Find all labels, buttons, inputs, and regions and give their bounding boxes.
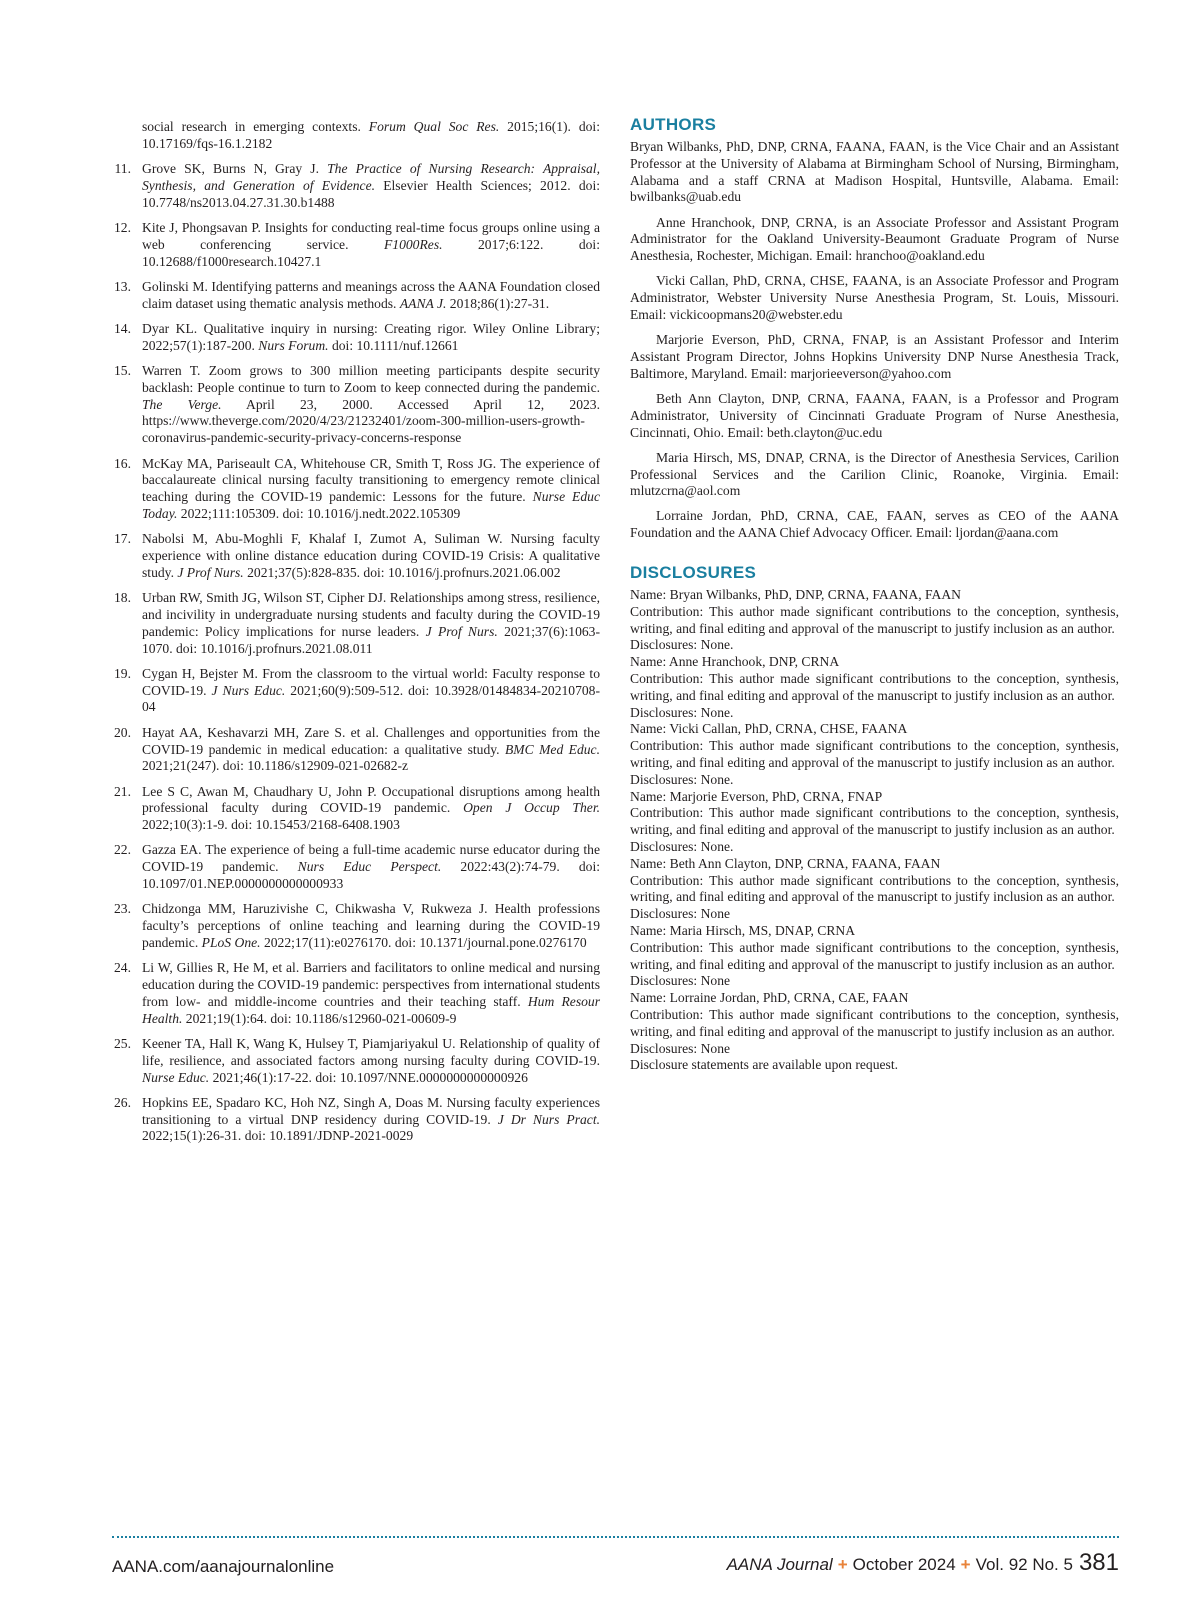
reference-number: 26. — [114, 1094, 131, 1110]
reference-fragment: 2021;37(6):1063-1070. doi: 10.1016/j.profnurs.2021.08.011 — [142, 623, 600, 656]
disclosure-line: Name: Marjorie Everson, PhD, CRNA, FNAP — [630, 788, 883, 804]
reference-item — [112, 1036, 600, 1086]
reference-journal: Nurs Educ Perspect. — [297, 859, 442, 875]
disclosure-line: Contribution: This author made significant contributions to the conception, synthesis, writing, and final editing and approval of the manuscript to justify inclusion as an author. — [630, 872, 1119, 905]
disclosures-lines — [630, 587, 1119, 1074]
reference-journal: J Prof Nurs. — [425, 623, 498, 639]
disclosure-line: Name: Lorraine Jordan, PhD, CRNA, CAE, FAAN — [630, 990, 909, 1006]
reference-number: 19. — [114, 665, 131, 681]
disclosure-line: Contribution: This author made significant contributions to the conception, synthesis, writing, and final editing and approval of the manuscript to justify inclusion as an author. — [630, 939, 1119, 972]
reference-journal: Open J Occup Ther. — [463, 800, 600, 816]
disclosures-section — [630, 562, 1119, 1074]
reference-item — [112, 220, 600, 270]
reference-journal: Nurse Educ Today. — [142, 489, 600, 521]
disclosure-line: Name: Maria Hirsch, MS, DNAP, CRNA — [630, 923, 856, 939]
reference-number: 18. — [114, 590, 131, 606]
reference-item — [112, 901, 600, 951]
footer-divider — [112, 1536, 1119, 1538]
reference-item — [112, 456, 600, 523]
disclosure-line: Name: Vicki Callan, PhD, CRNA, CHSE, FAANA — [630, 721, 908, 737]
reference-fragment: social research in emerging contexts. — [142, 119, 369, 134]
reference-fragment: 2022;17(11):e0276170. doi: 10.1371/journal.pone.0276170 — [260, 934, 587, 950]
reference-journal: AANA J. — [399, 295, 447, 311]
reference-number: 11. — [114, 161, 131, 177]
reference-fragment: Grove SK, Burns N, Gray J. — [142, 161, 328, 177]
disclosure-line: Contribution: This author made significant contributions to the conception, synthesis, writing, and final editing and approval of the manuscript to justify inclusion as an author. — [630, 603, 1119, 636]
page-footer — [112, 1549, 1119, 1579]
reference-fragment: doi: 10.1111/nuf.12661 — [328, 337, 459, 353]
reference-text — [142, 279, 600, 313]
reference-number — [112, 119, 142, 153]
authors-heading: AUTHORS — [630, 115, 717, 134]
disclosure-line: Disclosures: None. — [630, 637, 734, 653]
reference-fragment: Kite J, Phongsavan P. Insights for conducting real-time focus groups online using a web conferencing service. — [142, 219, 600, 252]
reference-text — [142, 321, 600, 355]
footer-journal-name: AANA Journal — [726, 1555, 833, 1574]
reference-fragment: McKay MA, Pariseault CA, Whitehouse CR, Smith T, Ross JG. The experience of baccalaureate clinical nursing faculty transitioning to emergency remote clinical teaching during the COVID-19 pandemic: Lessons for the future. — [142, 455, 600, 505]
reference-text — [142, 220, 600, 270]
disclosure-line: Name: Beth Ann Clayton, DNP, CRNA, FAANA, FAAN — [630, 855, 941, 871]
reference-journal: The Practice of Nursing Research: Appraisal, Synthesis, and Generation of Evidence. — [142, 161, 600, 193]
reference-fragment: Lee S C, Awan M, Chaudhary U, John P. Occupational disruptions among health professional faculty during COVID-19 pandemic. — [142, 783, 600, 816]
author-bio: Bryan Wilbanks, PhD, DNP, CRNA, FAANA, FAAN, is the Vice Chair and an Assistant Professor at the University of Alabama at Birmingham School of Nursing, Birmingham, Alabama and a staff CRNA at Madison Hospital, Huntsville, Alabama. Email: bwilbanks@uab.edu — [630, 139, 1119, 205]
reference-text — [142, 784, 600, 834]
reference-number: 20. — [114, 724, 131, 740]
reference-journal: F1000Res. — [383, 236, 443, 252]
reference-number: 24. — [114, 960, 131, 976]
reference-journal: Forum Qual Soc Res. — [368, 119, 500, 134]
disclosure-line: Disclosures: None — [630, 1040, 731, 1056]
reference-number: 14. — [114, 320, 131, 336]
reference-item — [112, 590, 600, 657]
disclosure-line: Name: Bryan Wilbanks, PhD, DNP, CRNA, FAANA, FAAN — [630, 587, 961, 603]
reference-fragment: 2022;111:105309. doi: 10.1016/j.nedt.2022.105309 — [177, 505, 461, 521]
disclosure-line: Disclosure statements are available upon request. — [630, 1057, 899, 1073]
reference-journal: PLoS One. — [201, 934, 261, 950]
reference-item — [112, 321, 600, 355]
disclosure-line: Disclosures: None. — [630, 704, 734, 720]
reference-text — [142, 1095, 600, 1145]
reference-journal: BMC Med Educ. — [504, 741, 600, 757]
reference-text — [142, 363, 600, 447]
disclosure-line: Contribution: This author made significant contributions to the conception, synthesis, writing, and final editing and approval of the manuscript to justify inclusion as an author. — [630, 805, 1119, 838]
reference-item — [112, 161, 600, 211]
reference-text — [142, 456, 600, 523]
reference-text — [142, 901, 600, 951]
reference-fragment: Hopkins EE, Spadaro KC, Hoh NZ, Singh A, Doas M. Nursing faculty experiences transitioning to a virtual DNP residency during COVID-19. — [142, 1094, 600, 1127]
plus-separator-icon: + — [960, 1555, 971, 1574]
reference-fragment: 2021;37(5):828-835. doi: 10.1016/j.profnurs.2021.06.002 — [243, 564, 561, 580]
reference-fragment: 2021;19(1):64. doi: 10.1186/s12960-021-00609-9 — [182, 1010, 457, 1026]
disclosure-line: Disclosures: None — [630, 973, 731, 989]
reference-fragment: 2021;21(247). doi: 10.1186/s12909-021-02682-z — [142, 758, 409, 774]
footer-date: October 2024 — [852, 1555, 956, 1574]
reference-fragment: Nabolsi M, Abu-Moghli F, Khalaf I, Zumot A, Suliman W. Nursing faculty experience with online distance education during COVID-19 Crisis: A qualitative study. — [142, 531, 600, 580]
reference-text — [142, 960, 600, 1027]
reference-number: 21. — [114, 783, 131, 799]
reference-fragment: Warren T. Zoom grows to 300 million meeting participants despite security backlash: People continue to turn to Zoom to keep connected during the pandemic. — [142, 363, 600, 395]
reference-fragment: Dyar KL. Qualitative inquiry in nursing: Creating rigor. Wiley Online Library; 2022;57(1):187-200. — [142, 320, 600, 353]
reference-item — [112, 531, 600, 581]
right-column — [630, 114, 1119, 1074]
reference-journal: J Nurs Educ. — [211, 682, 286, 698]
reference-text — [142, 531, 600, 581]
reference-item — [112, 725, 600, 775]
reference-fragment: 2015;16(1). doi: 10.17169/fqs-16.1.2182 — [142, 119, 600, 151]
reference-fragment: 2021;46(1):17-22. doi: 10.1097/NNE.0000000000000926 — [209, 1069, 528, 1085]
reference-number: 12. — [114, 219, 131, 235]
disclosure-line: Disclosures: None — [630, 906, 731, 922]
author-bio: Marjorie Everson, PhD, CRNA, FNAP, is an Assistant Professor and Interim Assistant Program Director, Johns Hopkins University DNP Nurse Anesthesia Track, Baltimore, Maryland. Email: marjorieeverson@yahoo.com — [630, 332, 1119, 381]
reference-item — [112, 363, 600, 447]
reference-item — [112, 666, 600, 716]
disclosure-line: Contribution: This author made significant contributions to the conception, synthesis, writing, and final editing and approval of the manuscript to justify inclusion as an author. — [630, 738, 1119, 771]
reference-number: 16. — [114, 455, 131, 471]
reference-item — [112, 1095, 600, 1145]
reference-journal: J Dr Nurs Pract. — [497, 1111, 600, 1127]
reference-fragment: 2022:43(2):74-79. doi: 10.1097/01.NEP.0000000000000933 — [142, 859, 600, 892]
author-bio: Vicki Callan, PhD, CRNA, CHSE, FAANA, is an Associate Professor and Program Administrator, Webster University Nurse Anesthesia Program, St. Louis, Missouri. Email: vickicoopmans20@webster.edu — [630, 273, 1119, 322]
plus-separator-icon: + — [837, 1555, 848, 1574]
reference-number: 25. — [114, 1035, 131, 1051]
disclosure-line: Contribution: This author made significant contributions to the conception, synthesis, writing, and final editing and approval of the manuscript to justify inclusion as an author. — [630, 671, 1119, 703]
footer-volume: Vol. 92 No. 5 — [975, 1555, 1073, 1574]
disclosure-line: Disclosures: None. — [630, 839, 734, 855]
reference-text — [142, 725, 600, 775]
reference-item — [112, 784, 600, 834]
footer-site-link[interactable]: AANA.com/aanajournalonline — [112, 1557, 335, 1576]
reference-number: 15. — [114, 363, 131, 379]
reference-journal: J Prof Nurs. — [177, 564, 244, 580]
author-bio: Maria Hirsch, MS, DNAP, CRNA, is the Director of Anesthesia Services, Carilion Professional Services and the Carilion Clinic, Roanoke, Virginia. Email: mlutzcrna@aol.com — [630, 449, 1119, 499]
reference-fragment: 2018;86(1):27-31. — [446, 295, 550, 311]
reference-text — [142, 666, 600, 716]
reference-number: 13. — [114, 278, 131, 294]
disclosure-line: Name: Anne Hranchook, DNP, CRNA — [630, 654, 840, 670]
reference-item — [112, 119, 600, 153]
reference-text — [142, 1036, 600, 1086]
reference-journal: The Verge. — [142, 396, 222, 412]
reference-fragment: 2017;6:122. doi: 10.12688/f1000research.10427.1 — [142, 236, 600, 269]
reference-text — [142, 119, 600, 153]
reference-text — [142, 590, 600, 657]
reference-item — [112, 960, 600, 1027]
reference-journal: Nurse Educ. — [142, 1069, 210, 1085]
reference-fragment: 2022;10(3):1-9. doi: 10.15453/2168-6408.1903 — [142, 817, 400, 833]
reference-fragment: Cygan H, Bejster M. From the classroom to the virtual world: Faculty response to COVID-19. — [142, 665, 600, 698]
reference-fragment: Chidzonga MM, Haruzivishe C, Chikwasha V, Rukweza J. Health professions faculty’s perceptions of online teaching and learning during the COVID-19 pandemic. — [142, 901, 600, 950]
references-list — [112, 119, 600, 1154]
reference-fragment: Hayat AA, Keshavarzi MH, Zare S. et al. Challenges and opportunities from the COVID-19 pandemic in medical education: a qualitative study. — [142, 724, 600, 757]
author-bio: Lorraine Jordan, PhD, CRNA, CAE, FAAN, serves as CEO of the AANA Foundation and the AANA Chief Advocacy Officer. Email: ljordan@aana.com — [630, 508, 1119, 541]
disclosures-heading: DISCLOSURES — [630, 563, 757, 583]
reference-fragment: 2021;60(9):509-512. doi: 10.3928/01484834-20210708-04 — [142, 682, 601, 715]
reference-fragment: April 23, 2000. Accessed April 12, 2023. https://www.theverge.com/2020/4/23/21232401/zoom-300-million-users-growth-coronavirus-pandemic-security-privacy-concerns-response — [142, 396, 600, 446]
reference-number: 17. — [114, 531, 131, 547]
authors-section — [630, 139, 1119, 542]
reference-number: 23. — [114, 901, 131, 917]
disclosure-line: Contribution: This author made significant contributions to the conception, synthesis, writing, and final editing and approval of the manuscript to justify inclusion as an author. — [630, 1007, 1119, 1039]
reference-fragment: Elsevier Health Sciences; 2012. doi: 10.7748/ns2013.04.27.31.30.b1488 — [142, 177, 600, 210]
disclosure-line: Disclosures: None. — [630, 771, 734, 787]
reference-text — [142, 161, 600, 211]
reference-fragment: Keener TA, Hall K, Wang K, Hulsey T, Piamjariyakul U. Relationship of quality of life, resilience, and associated factors among nursing faculty during COVID-19. — [142, 1035, 600, 1068]
reference-item — [112, 279, 600, 313]
reference-journal: Nurs Forum. — [258, 337, 329, 353]
author-bio: Beth Ann Clayton, DNP, CRNA, FAANA, FAAN, is a Professor and Program Administrator, University of Cincinnati Graduate Program of Nurse Anesthesia, Cincinnati, Ohio. Email: beth.clayton@uc.edu — [630, 390, 1119, 440]
reference-number: 22. — [114, 842, 131, 858]
reference-text — [142, 842, 600, 892]
reference-fragment: Gazza EA. The experience of being a full-time academic nurse educator during the COVID-19 pandemic. — [142, 842, 600, 875]
reference-item — [112, 842, 600, 892]
page-number: 381 — [1078, 1549, 1119, 1576]
reference-fragment: 2022;15(1):26-31. doi: 10.1891/JDNP-2021-0029 — [142, 1128, 414, 1144]
reference-fragment: Li W, Gillies R, He M, et al. Barriers and facilitators to online medical and nursing education during the COVID-19 pandemic: perspectives from international students from low- and middle-income countries and their teaching staff. — [142, 960, 600, 1009]
author-bio: Anne Hranchook, DNP, CRNA, is an Associate Professor and Assistant Program Administrator for the Oakland University-Beaumont Graduate Program of Nurse Anesthesia, Rochester, Michigan. Email: hranchoo@oakland.edu — [630, 214, 1119, 264]
reference-journal: Hum Resour Health. — [142, 993, 600, 1026]
reference-fragment: Golinski M. Identifying patterns and meanings across the AANA Foundation closed claim dataset using thematic analysis methods. — [142, 278, 600, 311]
footer-citation — [727, 1549, 1119, 1577]
reference-fragment: Urban RW, Smith JG, Wilson ST, Cipher DJ. Relationships among stress, resilience, and incivility in undergraduate nursing students and faculty during the COVID-19 pandemic: Policy implications for nurse leaders. — [142, 590, 600, 639]
